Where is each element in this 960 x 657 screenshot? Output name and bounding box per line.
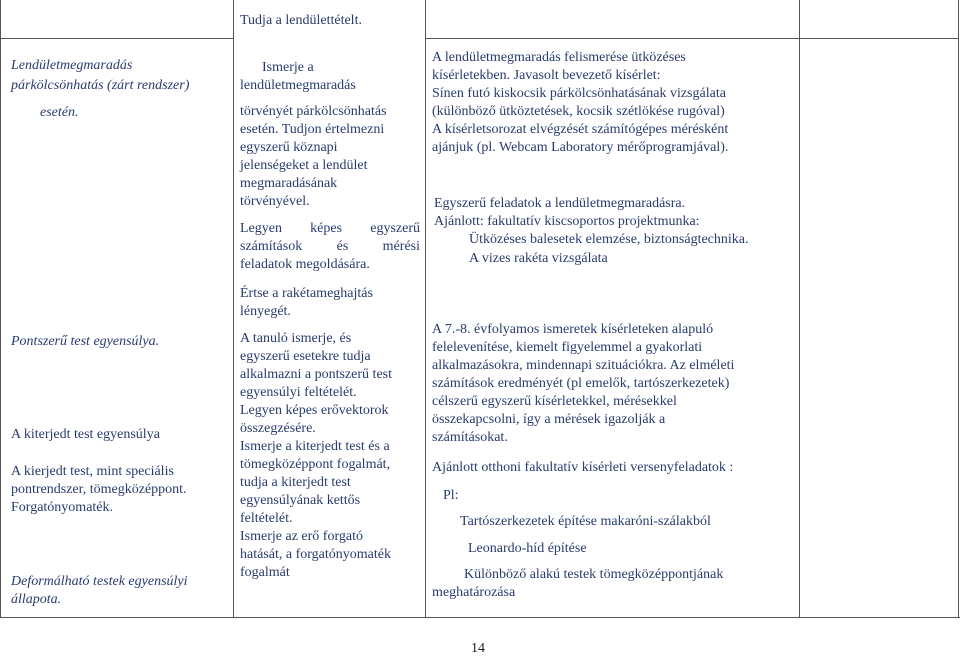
home-task-item: Leonardo-híd építése xyxy=(468,541,587,556)
requirement-line: Legyen képes egyszerű xyxy=(240,221,420,236)
activity-line: számításokat. xyxy=(432,430,508,445)
activity-line: A lendületmegmaradás felismerése ütközéses xyxy=(432,50,686,65)
requirement-line: Ismerje a kiterjedt test és a xyxy=(240,439,390,454)
home-task-item-tail: meghatározása xyxy=(432,585,516,600)
col2-header: Tudja a lendülettételt. xyxy=(240,13,362,28)
topic-line: állapota. xyxy=(11,592,62,607)
activity-line: felelevenítése, kiemelt figyelemmel a gyakorlati xyxy=(432,340,703,355)
requirement-line: Ismerje az erő forgató xyxy=(240,529,363,544)
requirement-line: A tanuló ismerje, és xyxy=(240,331,352,346)
table-header-divider xyxy=(0,38,233,39)
requirement-line: tudja a kiterjedt test xyxy=(240,475,351,490)
topic-line: Deformálható testek egyensúlyi xyxy=(11,574,188,589)
activity-line: összekapcsolni, így a mérések igazolják a xyxy=(432,412,666,427)
requirement-line: összegzésére. xyxy=(240,421,316,436)
activity-line: Egyszerű feladatok a lendületmegmaradásra. xyxy=(434,196,686,211)
requirement-line: megmaradásának xyxy=(240,176,338,191)
col1-topic-point-equilibrium: Pontszerű test egyensúlya. xyxy=(11,334,160,349)
topic-line: Lendületmegmaradás xyxy=(11,58,133,73)
requirement-line: egyensúlyi feltételét. xyxy=(240,385,357,400)
requirement-line: tömegközéppont fogalmát, xyxy=(240,457,391,472)
requirement-line: törvényét párkölcsönhatás xyxy=(240,104,387,119)
requirement-line: Legyen képes erővektorok xyxy=(240,403,389,418)
requirement-line: jelenségeket a lendület xyxy=(240,158,368,173)
activity-line: célszerű egyszerű kísérletekkel, mérésekkel xyxy=(432,394,677,409)
activity-line: ajánjuk (pl. Webcam Laboratory mérőprogramjával). xyxy=(432,140,729,155)
table-bottom-border xyxy=(0,617,960,618)
activity-line: alkalmazásokra, mindennapi szituációkra. Az elméleti xyxy=(432,358,735,373)
topic-line: A kierjedt test, mint speciális xyxy=(11,464,174,479)
topic-line: esetén. xyxy=(40,105,79,120)
requirement-line: egyensúlyának kettős xyxy=(240,493,361,508)
home-task-item: Különböző alakú testek tömegközéppontjának xyxy=(464,567,724,582)
activity-line: (különböző ütköztetések, kocsik szétlökése rugóval) xyxy=(432,104,725,119)
requirement-line: lendületmegmaradás xyxy=(240,78,356,93)
activity-line: Ütközéses balesetek elemzése, biztonságtechnika. xyxy=(469,232,749,247)
requirement-line: Értse a rakétameghajtás xyxy=(240,286,373,301)
requirement-line: egyszerű köznapi xyxy=(240,140,338,155)
requirement-line: fogalmát xyxy=(240,565,290,580)
activity-line: számítások eredményét (pl emelők, tartószerkezetek) xyxy=(432,376,730,391)
activity-line: A vizes rakéta vizsgálata xyxy=(469,251,608,266)
requirement-line: számítások és mérési xyxy=(240,239,420,254)
activity-line: Ajánlott: fakultatív kiscsoportos projektmunka: xyxy=(434,214,700,229)
topic-line: pontrendszer, tömegközéppont. xyxy=(11,482,187,497)
requirement-line: hatását, a forgatónyomaték xyxy=(240,547,391,562)
topic-line: Forgatónyomaték. xyxy=(11,500,114,515)
home-tasks-header: Ajánlott otthoni fakultatív kísérleti versenyfeladatok : xyxy=(432,460,734,475)
activity-line: kísérletekben. Javasolt bevezető kísérlet: xyxy=(432,68,661,83)
requirement-line: lényegét. xyxy=(240,304,291,319)
activity-line: Sínen futó kiskocsik párkölcsönhatásának vizsgálata xyxy=(432,86,726,101)
activity-line: A kísérletsorozat elvégzését számítógépes mérésként xyxy=(432,122,729,137)
requirement-line: Ismerje a xyxy=(262,60,314,75)
table-header-divider-right xyxy=(426,38,959,39)
requirement-line: alkalmazni a pontszerű test xyxy=(240,367,392,382)
requirement-line: feladatok megoldására. xyxy=(240,257,370,272)
page-number: 14 xyxy=(471,641,485,656)
requirement-line: törvényével. xyxy=(240,194,310,209)
home-tasks-pl: Pl: xyxy=(443,488,459,503)
requirement-line: egyszerű esetekre tudja xyxy=(240,349,371,364)
requirement-line: feltételét. xyxy=(240,511,293,526)
activity-line: A 7.-8. évfolyamos ismeretek kísérleteken alapuló xyxy=(432,322,714,337)
home-task-item: Tartószerkezetek építése makaróni-szálakból xyxy=(460,514,711,529)
topic-line: párkölcsönhatás (zárt rendszer) xyxy=(11,78,190,93)
col1-topic-extended-body: A kiterjedt test egyensúlya xyxy=(11,427,160,442)
requirement-line: esetén. Tudjon értelmezni xyxy=(240,122,385,137)
table-col-4 xyxy=(799,0,959,618)
